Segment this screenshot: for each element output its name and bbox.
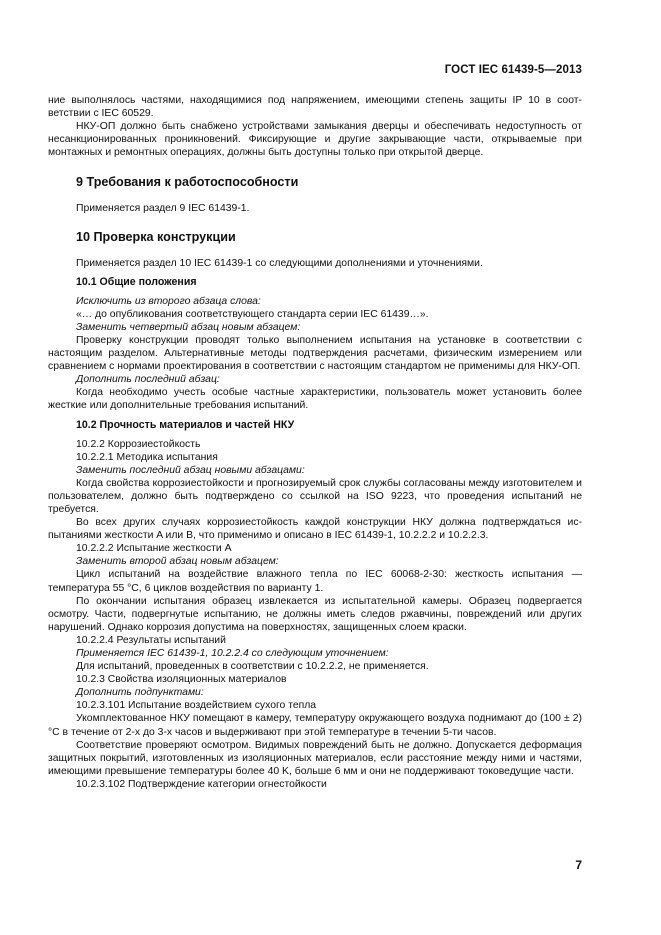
paragraph: НКУ-ОП должно быть снабжено устройствами замыкания дверцы и обеспечивать недоступность от несанкционированных проникновений. Фиксирующие и другие закрывающие части, открываемые при монтажных и ремонтных операциях, должны быть доступны только при открытой дверце.: [48, 121, 582, 159]
instruction: Дополнить последний абзац:: [76, 374, 220, 386]
section-10-heading: 10 Проверка конструкции: [76, 229, 236, 244]
standard-header: ГОСТ IEC 61439-5—2013: [444, 64, 582, 76]
instruction: Заменить четвертый абзац новым абзацем:: [76, 321, 301, 333]
document-body: [48, 94, 582, 791]
section-9-heading: 9 Требования к работоспособности: [76, 175, 299, 190]
paragraph: Когда свойства коррозиестойкости и прогнозируемый срок службы согласованы между изготовителем и пользователем, должно быть подтверждено со ссылкой на ISO 9223, что проведения испытаний не требуется.: [48, 477, 582, 515]
clause-title: 10.2.2.1 Методика испытания: [76, 451, 218, 463]
paragraph: Цикл испытаний на воздействие влажного тепла по IEC 60068-2-30: жесткость испытания — температура 55 °C, 6 циклов воздействия по варианту 1.: [48, 569, 582, 594]
paragraph: По окончании испытания образец извлекается из испытательной камеры. Образец подвергается осмотру. Части, подвергнутые испытанию, не должны иметь следов ржавчины, повреждений или других нарушений. Однако коррозия допустима на поверхностях, защищенных слоем краски.: [48, 595, 582, 633]
instruction: Применяется IEC 61439-1, 10.2.2.4 со следующим уточнением:: [76, 648, 389, 659]
clause-title: 10.2.3.102 Подтверждение категории огнестойкости: [76, 778, 327, 790]
clause-title: 10.2.3.101 Испытание воздействием сухого тепла: [76, 700, 317, 712]
paragraph: Во всех других случаях коррозиестойкость каждой конструкции НКУ должна подтверждаться испытаниями жесткости A или B, что применимо и описано в IEC 61439-1, 10.2.2.2 и 10.2.2.3.: [48, 517, 582, 542]
instruction: Исключить из второго абзаца слова:: [76, 295, 261, 307]
subsection-10-1-heading: 10.1 Общие положения: [76, 275, 197, 288]
paragraph: Соответствие проверяют осмотром. Видимых повреждений быть не должно. Допускается деформация защитных покрытий, изготовленных из изоляционных материалов, если расстояние между ними и частями, имеющими превышение температуры более 40 K, больше 6 мм и они не поддерживают токоведущие части.: [48, 739, 582, 777]
instruction: Дополнить подпунктами:: [76, 687, 204, 699]
paragraph: Применяется раздел 10 IEC 61439-1 со следующими дополнениями и уточнениями.: [76, 257, 483, 269]
paragraph: Укомплектованное НКУ помещают в камеру, температуру окружающего воздуха поднимают до (100 ± 2) °C в течение от 2-х до 3-х часов и выдерживают при этой температуре в течении 5-ти часов.: [48, 713, 582, 738]
subsection-10-2-heading: 10.2 Прочность материалов и частей НКУ: [76, 418, 295, 431]
quote: «… до опубликования соответствующего стандарта серии IEC 61439…».: [76, 308, 429, 320]
paragraph: ние выполнялось частями, находящимися под напряжением, имеющими степень защиты IP 10 в соответствии с IEC 60529.: [48, 95, 582, 120]
clause-title: 10.2.2.4 Результаты испытаний: [76, 634, 226, 646]
paragraph: Для испытаний, проведенных в соответствии с 10.2.2.2, не применяется.: [76, 661, 429, 673]
clause-title: 10.2.2.2 Испытание жесткости A: [76, 543, 232, 555]
instruction: Заменить последний абзац новыми абзацами:: [76, 464, 305, 476]
paragraph: Когда необходимо учесть особые частные характеристики, пользователь может установить более жесткие или дополнительные требования испытаний.: [48, 387, 582, 412]
paragraph: Проверку конструкции проводят только выполнением испытания на установке в соответствии с настоящим разделом. Альтернативные методы подтверждения расчетами, физическим измерением или сравнением с нормами проектирования в соответствии с настоящим стандартом не применимы для НКУ-ОП.: [48, 334, 582, 373]
page-number: 7: [575, 858, 582, 872]
instruction: Заменить второй абзац новым абзацем:: [76, 556, 279, 568]
clause-title: 10.2.3 Свойства изоляционных материалов: [76, 674, 287, 686]
clause-title: 10.2.2 Коррозиестойкость: [76, 438, 201, 450]
paragraph: Применяется раздел 9 IEC 61439-1.: [76, 203, 250, 215]
